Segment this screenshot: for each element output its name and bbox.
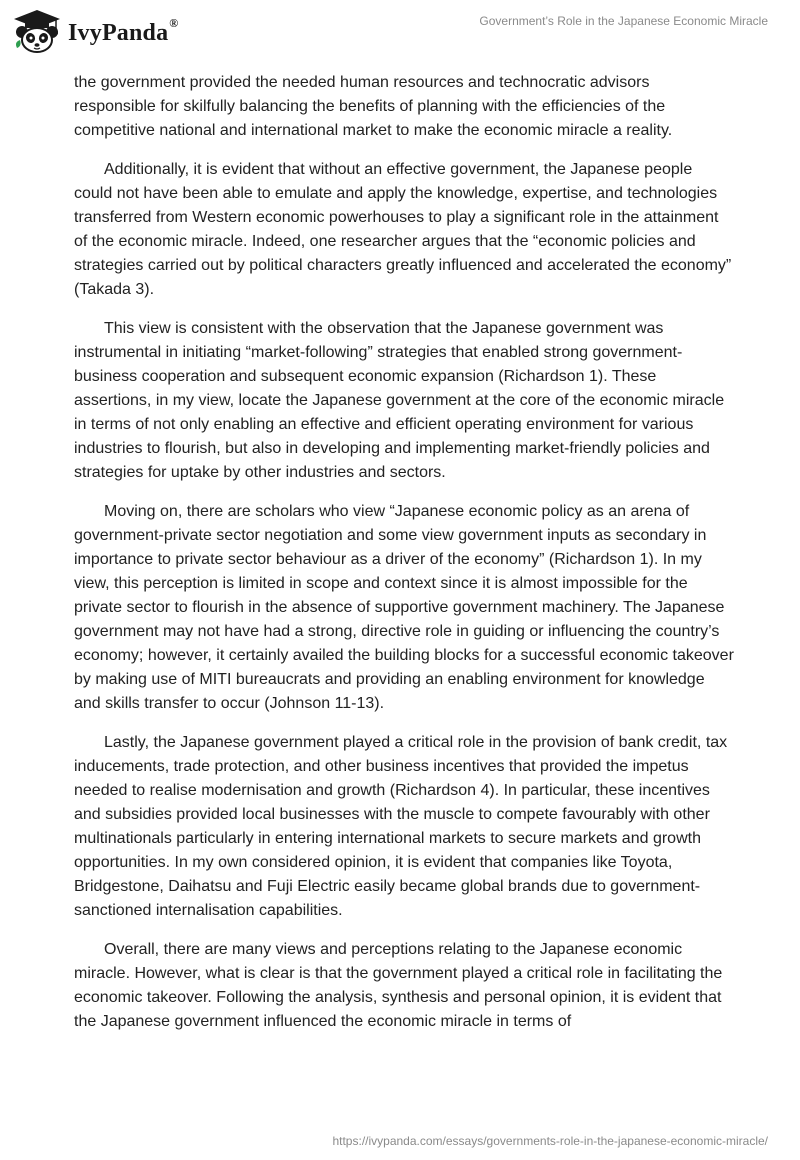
paragraph: Lastly, the Japanese government played a critical role in the provision of bank credit, tax inducements, trade protection, and other business incentives that provided the impetus needed to realise modernisation and growth (Richardson 4). In particular, these incentives and subsidies provided local businesses with the muscle to compete favourably with other multinationals particularly in entering international markets to secure markets and growth opportunities. In my own considered opinion, it is evident that companies like Toyota, Bridgestone, Daihatsu and Fuji Electric easily became global brands due to government-sanctioned internalisation capabilities. xyxy=(74,734,728,919)
page-header xyxy=(0,0,800,70)
panda-graduate-icon xyxy=(12,8,62,54)
source-url[interactable]: https://ivypanda.com/essays/governments-role-in-the-japanese-economic-miracle/ xyxy=(332,1134,768,1148)
paragraph: Overall, there are many views and perceptions relating to the Japanese economic miracle. However, what is clear is that the government played a critical role in facilitating the economic takeover. Following the analysis, synthesis and personal opinion, it is evident that the Japanese government influenced the economic miracle in terms of xyxy=(74,941,723,1030)
document-title: Government’s Role in the Japanese Economic Miracle xyxy=(479,14,768,28)
paragraph: Moving on, there are scholars who view “Japanese economic policy as an arena of government-private sector negotiation and some view government inputs as secondary in importance to private sector behaviour as a driver of the economy” (Richardson 1). In my view, this perception is limited in scope and context since it is almost impossible for the private sector to flourish in the absence of supportive government machinery. The Japanese government may not have had a strong, directive role in guiding or influencing the country’s economy; however, it certainly availed the building blocks for a successful economic takeover by making use of MITI bureaucrats and providing an enabling environment for knowledge and skills transfer to occur (Johnson 11-13). xyxy=(74,503,734,712)
logo-text: IvyPanda® xyxy=(68,15,179,46)
essay-body xyxy=(74,71,734,1049)
ivypanda-logo[interactable] xyxy=(12,8,178,54)
paragraph: This view is consistent with the observation that the Japanese government was instrumental in initiating “market-following” strategies that enabled strong government-business cooperation and subsequent economic expansion (Richardson 1). These assertions, in my view, locate the Japanese government at the core of the economic miracle in terms of not only enabling an effective and efficient operating environment for various industries to flourish, but also in developing and implementing market-friendly policies and strategies for uptake by other industries and sectors. xyxy=(74,320,725,481)
paragraph: Additionally, it is evident that without an effective government, the Japanese people could not have been able to emulate and apply the knowledge, expertise, and technologies transferred from Western economic powerhouses to play a significant role in the attainment of the economic miracle. Indeed, one researcher argues that the “economic policies and strategies carried out by political characters greatly influenced and accelerated the economy” (Takada 3). xyxy=(74,161,732,298)
paragraph: the government provided the needed human resources and technocratic advisors responsible for skilfully balancing the benefits of planning with the efficiencies of the competitive national and international market to make the economic miracle a reality. xyxy=(74,74,673,139)
